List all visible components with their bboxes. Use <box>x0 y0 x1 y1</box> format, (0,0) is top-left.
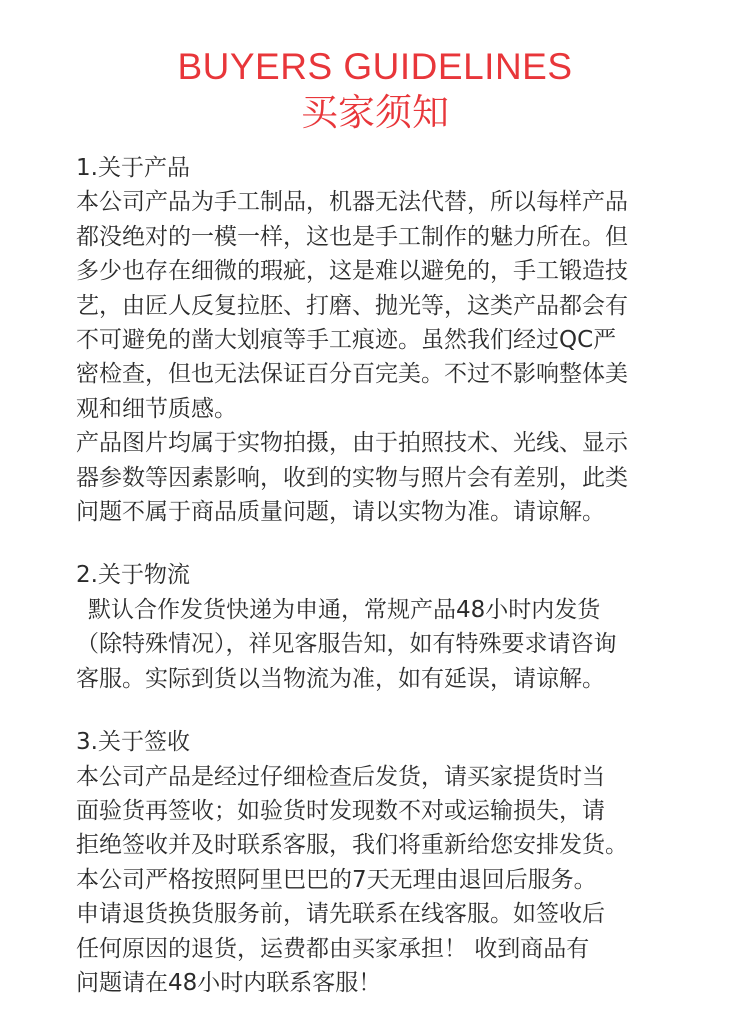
section-logistics <box>76 558 696 696</box>
paragraph-line: 拒绝签收并及时联系客服，我们将重新给您安排发货。 <box>76 832 628 859</box>
paragraph-line: 都没绝对的一模一样，这也是手工制作的魅力所在。但 <box>76 223 628 250</box>
paragraph-line: 观和细节质感。 <box>76 395 237 422</box>
section-receipt <box>76 725 696 1000</box>
page-title-english: BUYERS GUIDELINES <box>177 46 573 87</box>
paragraph-line: 问题不属于商品质量问题，请以实物为准。请谅解。 <box>76 499 605 526</box>
paragraph-line: 问题请在48小时内联系客服！ <box>76 969 382 996</box>
paragraph-line: 密检查，但也无法保证百分百完美。不过不影响整体美 <box>76 361 628 388</box>
section-title-logistics: 2.关于物流 <box>76 562 190 589</box>
paragraph-line: 不可避免的凿大划痕等手工痕迹。虽然我们经过QC严 <box>76 327 617 354</box>
paragraph-line: 申请退货换货服务前，请先联系在线客服。如签收后 <box>76 901 605 928</box>
section-title-receipt: 3.关于签收 <box>76 729 190 756</box>
paragraph-line: 默认合作发货快递为申通，常规产品48小时内发货 <box>88 596 601 623</box>
paragraph-line: 面验货再签收；如验货时发现数不对或运输损失，请 <box>76 797 605 824</box>
paragraph-line: 器参数等因素影响，收到的实物与照片会有差别，此类 <box>76 464 628 491</box>
page-header <box>0 44 750 136</box>
paragraph-line: 产品图片均属于实物拍摄，由于拍照技术、光线、显示 <box>76 430 628 457</box>
paragraph-line: 艺，由匠人反复拉胚、打磨、抛光等，这类产品都会有 <box>76 292 628 319</box>
section-product <box>76 151 696 529</box>
paragraph-line: 客服。实际到货以当物流为准，如有延误，请谅解。 <box>76 665 605 692</box>
paragraph-line: （除特殊情况），祥见客服告知，如有特殊要求请咨询 <box>76 631 617 658</box>
paragraph-line: 本公司产品为手工制品，机器无法代替，所以每样产品 <box>76 189 628 216</box>
paragraph-line: 本公司产品是经过仔细检查后发货，请买家提货时当 <box>76 763 605 790</box>
paragraph-line: 本公司严格按照阿里巴巴的7天无理由退回后服务。 <box>76 866 597 893</box>
section-title-product: 1.关于产品 <box>76 155 190 181</box>
guidelines-content <box>76 151 696 1029</box>
paragraph-line: 多少也存在细微的瑕疵，这是难以避免的，手工锻造技 <box>76 258 628 285</box>
paragraph-line: 任何原因的退货，运费都由买家承担！ 收到商品有 <box>76 935 590 962</box>
page-title-chinese: 买家须知 <box>301 91 449 134</box>
